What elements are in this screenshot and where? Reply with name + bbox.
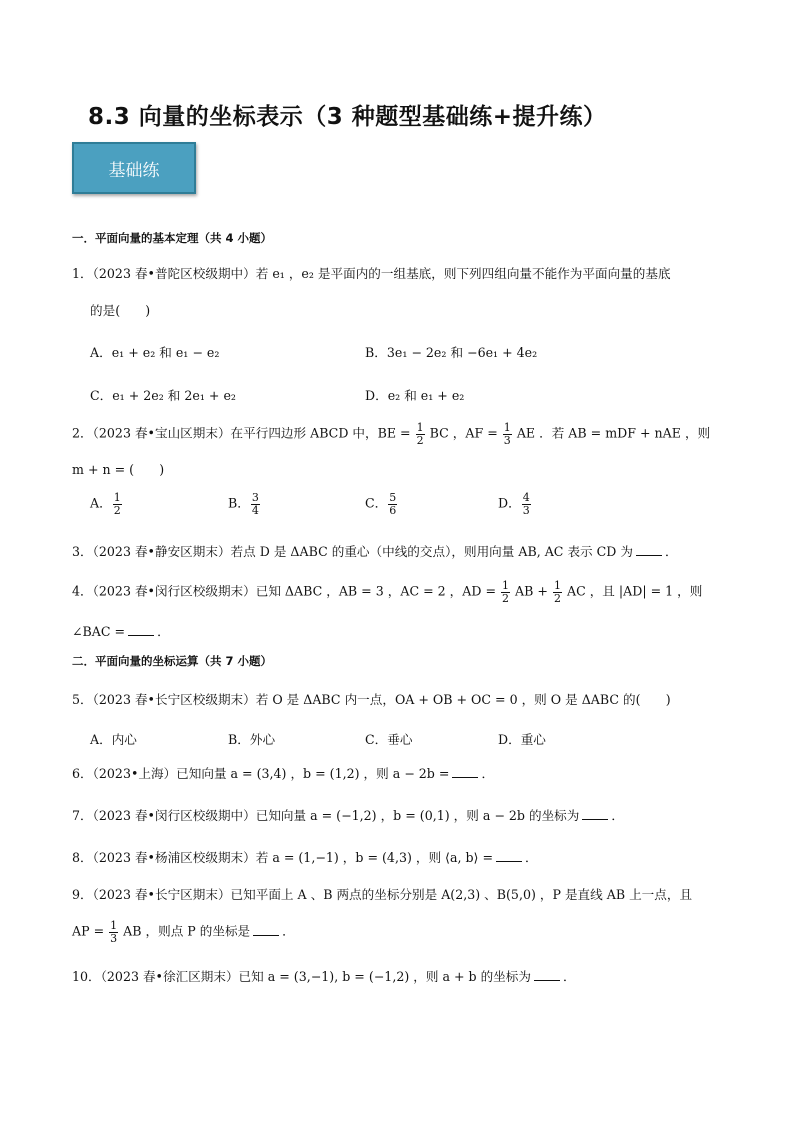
q4-text-post: AC ，且 |AD| = 1 ，则 (566, 583, 703, 599)
q2-option-b-label: B． (228, 495, 250, 511)
q4-answer-blank[interactable] (128, 624, 154, 636)
question-10 (72, 969, 576, 984)
q4-text-pre: 4．（2023 春•闵行区校级期末）已知 ΔABC ，AB = 3 ，AC = 2 ，AD = (72, 583, 496, 599)
q7-text: 7．（2023 春•闵行区校级期中）已知向量 a = (−1,2) ，b = (0,1) ，则 a − 2b 的坐标为 (72, 808, 580, 823)
q1-option-a: A．e₁ + e₂ 和 e₁ − e₂ (90, 345, 220, 360)
q2-b-num: 3 (251, 491, 259, 504)
q9-text-pre: AP = (72, 923, 105, 939)
question-6 (72, 766, 494, 781)
q8-end: ． (525, 850, 538, 865)
q4-f2-den: 2 (553, 591, 561, 605)
q2-option-a (90, 492, 123, 516)
q8-text: 8．（2023 春•杨浦区校级期末）若 a = (1,−1) ，b = (4,3) ，则 ⟨a, b⟩ = (72, 850, 494, 865)
q2-fraction-2 (503, 422, 512, 446)
question-4-stem-cont (72, 624, 170, 639)
q4-text-mid: AB + (515, 583, 548, 599)
q1-option-c: C．e₁ + 2e₂ 和 2e₁ + e₂ (90, 388, 236, 403)
q2-option-c (365, 492, 398, 516)
question-1-stem-cont: 的是( ) (90, 303, 151, 318)
q2-text-post: AE ．若 AB = mDF + nAE ，则 (516, 425, 711, 441)
q10-text: 10．（2023 春•徐汇区期末）已知 a = (3,−1), b = (−1,2) ，则 a + b 的坐标为 (72, 969, 531, 984)
question-2-stem-cont: m + n = ( ) (72, 462, 165, 477)
q7-end: ． (611, 808, 624, 823)
q2-option-d-frac (522, 492, 531, 516)
q5-option-d: D．重心 (498, 732, 546, 747)
q2-b-den: 4 (251, 503, 259, 517)
section-heading-1: 一．平面向量的基本定理（共 4 小题） (72, 231, 273, 245)
question-8 (72, 850, 538, 865)
q2-option-a-label: A． (90, 495, 112, 511)
basic-practice-badge (72, 142, 196, 194)
q2-a-num: 1 (113, 491, 121, 504)
q4-f1-num: 1 (502, 579, 510, 592)
q6-answer-blank[interactable] (452, 766, 478, 778)
question-9-stem: 9．（2023 春•长宁区期末）已知平面上 A 、B 两点的坐标分别是 A(2,3) 、B(5,0) ，P 是直线 AB 上一点，且 (72, 887, 693, 902)
q4-end: ． (157, 624, 170, 639)
q4-fraction-1 (501, 580, 510, 604)
q10-end: ． (562, 969, 576, 984)
question-2-stem (72, 422, 710, 446)
page-title: 8.3 向量的坐标表示（3 种题型基础练+提升练） (88, 104, 607, 130)
question-4-stem (72, 580, 702, 604)
question-3 (72, 544, 678, 559)
q2-c-den: 6 (389, 503, 397, 517)
q3-text: 3．（2023 春•静安区期末）若点 D 是 ΔABC 的重心（中线的交点），则用向量 AB, AC 表示 CD 为 (72, 544, 633, 559)
q2-option-d-label: D． (498, 495, 521, 511)
q3-end: ． (664, 544, 678, 559)
q2-a-den: 2 (113, 503, 121, 517)
q9-f-den: 3 (110, 931, 118, 945)
q2-option-d (498, 492, 532, 516)
q2-f2-den: 3 (503, 433, 511, 447)
q5-option-a: A．内心 (90, 732, 137, 747)
q2-fraction-1 (416, 422, 425, 446)
q9-answer-blank[interactable] (253, 924, 279, 936)
q8-answer-blank[interactable] (496, 850, 522, 862)
q4-f1-den: 2 (502, 591, 510, 605)
q6-end: ． (481, 766, 495, 781)
q2-option-b-frac (251, 492, 260, 516)
q2-f1-den: 2 (416, 433, 424, 447)
q4-line2-text: ∠BAC = (72, 624, 126, 639)
q2-text-mid: BC ，AF = (429, 425, 498, 441)
section-heading-2: 二．平面向量的坐标运算（共 7 小题） (72, 654, 273, 668)
q2-f2-num: 1 (503, 421, 511, 434)
q2-text-pre: 2．（2023 春•宝山区期末）在平行四边形 ABCD 中，BE = (72, 425, 411, 441)
q4-f2-num: 1 (553, 579, 561, 592)
q10-answer-blank[interactable] (534, 969, 560, 981)
q5-option-c: C．垂心 (365, 732, 413, 747)
q2-f1-num: 1 (416, 421, 424, 434)
q9-f-num: 1 (110, 919, 118, 932)
q1-option-d: D．e₂ 和 e₁ + e₂ (365, 388, 465, 403)
q2-option-a-frac (113, 492, 122, 516)
q9-end: ． (282, 923, 295, 939)
question-9-stem-cont (72, 920, 295, 944)
q2-c-num: 5 (389, 491, 397, 504)
q9-fraction (109, 920, 118, 944)
q2-d-den: 3 (522, 503, 530, 517)
q9-text-post: AB ，则点 P 的坐标是 (123, 923, 251, 939)
q2-option-c-label: C． (365, 495, 388, 511)
q2-option-c-frac (388, 492, 397, 516)
q3-answer-blank[interactable] (636, 544, 662, 556)
question-1-stem: 1．（2023 春•普陀区校级期中）若 e₁ ，e₂ 是平面内的一组基底，则下列四组向量不能作为平面向量的基底 (72, 266, 671, 281)
question-7 (72, 808, 624, 823)
q2-option-b (228, 492, 261, 516)
badge-label: 基础练 (108, 160, 160, 181)
q6-text: 6．（2023•上海）已知向量 a = (3,4) ，b = (1,2) ，则 a − 2b = (72, 766, 450, 781)
q4-fraction-2 (553, 580, 562, 604)
question-5: 5．（2023 春•长宁区校级期末）若 O 是 ΔABC 内一点，OA + OB + OC = 0 ，则 O 是 ΔABC 的( ) (72, 692, 671, 707)
q2-d-num: 4 (522, 491, 530, 504)
q5-option-b: B．外心 (228, 732, 276, 747)
q1-option-b: B．3e₁ − 2e₂ 和 −6e₁ + 4e₂ (365, 345, 538, 360)
q7-answer-blank[interactable] (582, 808, 608, 820)
